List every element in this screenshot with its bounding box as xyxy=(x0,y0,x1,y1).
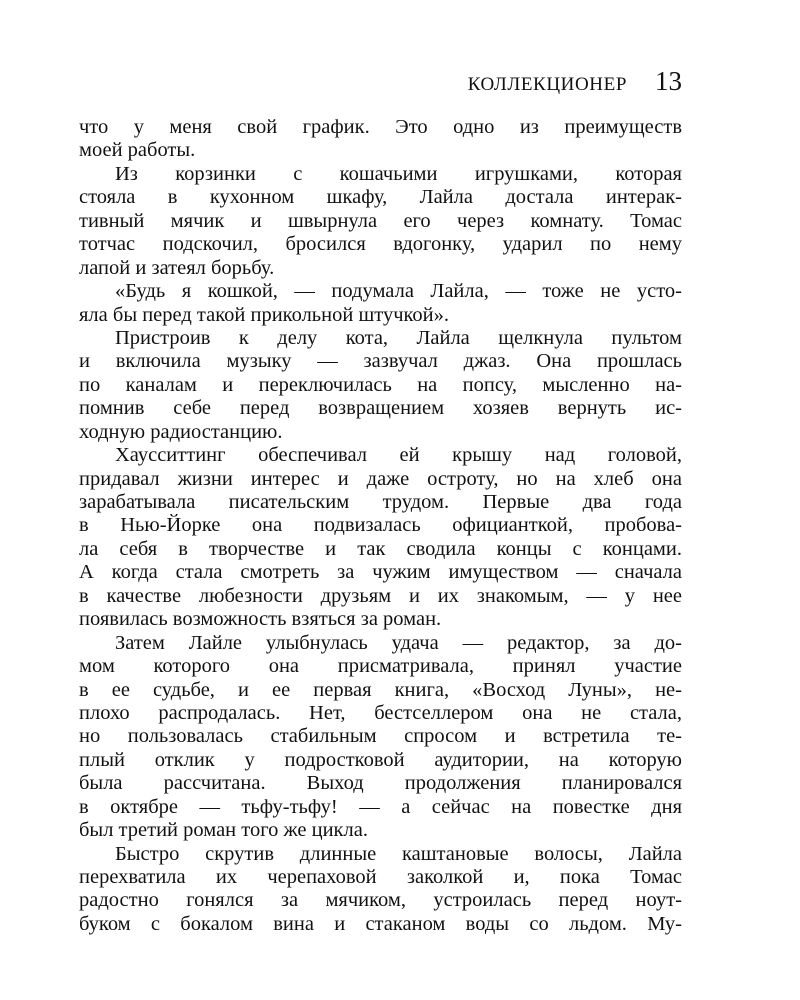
text-line: была рассчитана. Выход продолжения планировался xyxy=(79,772,682,795)
paragraph xyxy=(79,116,682,163)
text-line: яла бы перед такой прикольной штучкой». xyxy=(79,303,450,326)
paragraph xyxy=(79,163,682,280)
text-line: в ее судьбе, и ее первая книга, «Восход Луны», не- xyxy=(79,678,682,701)
text-line: в качестве любезности друзьям и их знакомым, — у нее xyxy=(79,584,682,607)
text-line: Затем Лайле улыбнулась удача — редактор, за до- xyxy=(115,631,682,654)
text-line: помнив себе перед возвращением хозяев вернуть ис- xyxy=(79,397,682,420)
text-line: плохо распродалась. Нет, бестселлером она не стала, xyxy=(79,701,682,724)
body-text xyxy=(79,116,682,936)
text-line: лапой и затеял борьбу. xyxy=(79,256,275,279)
paragraph xyxy=(79,632,682,843)
paragraph xyxy=(79,327,682,444)
text-line: мом которого она присматривала, принял участие xyxy=(79,655,682,678)
text-line: Пристроив к делу кота, Лайла щелкнула пультом xyxy=(115,326,682,349)
text-line: в октябре — тьфу-тьфу! — а сейчас на повестке дня xyxy=(79,795,682,818)
text-line: плый отклик у подростковой аудитории, на которую xyxy=(79,748,682,771)
text-line: в Нью-Йорке она подвизалась официанткой, пробова- xyxy=(79,514,682,537)
text-line: но пользовалась стабильным спросом и встретила те- xyxy=(79,725,682,748)
text-line: что у меня свой график. Это одно из преимуществ xyxy=(79,116,682,138)
text-line: Из корзинки с кошачьими игрушками, которая xyxy=(115,162,682,185)
paragraph xyxy=(79,843,682,937)
text-line: ла себя в творчестве и так сводила концы с концами. xyxy=(79,537,682,560)
running-head-title: КОЛЛЕКЦИОНЕР xyxy=(467,74,627,95)
text-line: Хаусситтинг обеспечивал ей крышу над головой, xyxy=(115,444,682,467)
text-line: А когда стала смотреть за чужим имуществом — сначала xyxy=(79,561,682,584)
text-line: зарабатывала писательским трудом. Первые два года xyxy=(79,491,682,513)
text-line: «Будь я кошкой, — подумала Лайла, — тоже не усто- xyxy=(115,280,682,303)
text-line: Быстро скрутив длинные каштановые волосы, Лайла xyxy=(115,842,682,865)
text-line: появилась возможность взяться за роман. xyxy=(79,608,442,631)
page-number: 13 xyxy=(655,66,682,96)
paragraph xyxy=(79,444,682,632)
text-line: радостно гонялся за мячиком, устроилась перед ноут- xyxy=(79,889,682,912)
paragraph xyxy=(79,280,682,327)
text-line: моей работы. xyxy=(79,139,196,162)
text-line: был третий роман того же цикла. xyxy=(79,819,368,842)
text-line: тотчас подскочил, бросился вдогонку, ударил по нему xyxy=(79,233,682,256)
running-head xyxy=(468,66,682,97)
text-line: перехватила их черепаховой заколкой и, пока Томас xyxy=(79,866,682,888)
text-line: по каналам и переключилась на попсу, мысленно на- xyxy=(79,373,682,396)
text-line: и включила музыку — зазвучал джаз. Она прошлась xyxy=(79,350,682,373)
text-line: ходную радиостанцию. xyxy=(79,420,283,443)
text-line: стояла в кухонном шкафу, Лайла достала интерак- xyxy=(79,186,682,209)
text-line: буком с бокалом вина и стаканом воды со льдом. Му- xyxy=(79,912,682,935)
text-line: тивный мячик и швырнула его через комнату. Томас xyxy=(79,209,682,232)
text-line: придавал жизни интерес и даже остроту, но на хлеб она xyxy=(79,467,682,490)
